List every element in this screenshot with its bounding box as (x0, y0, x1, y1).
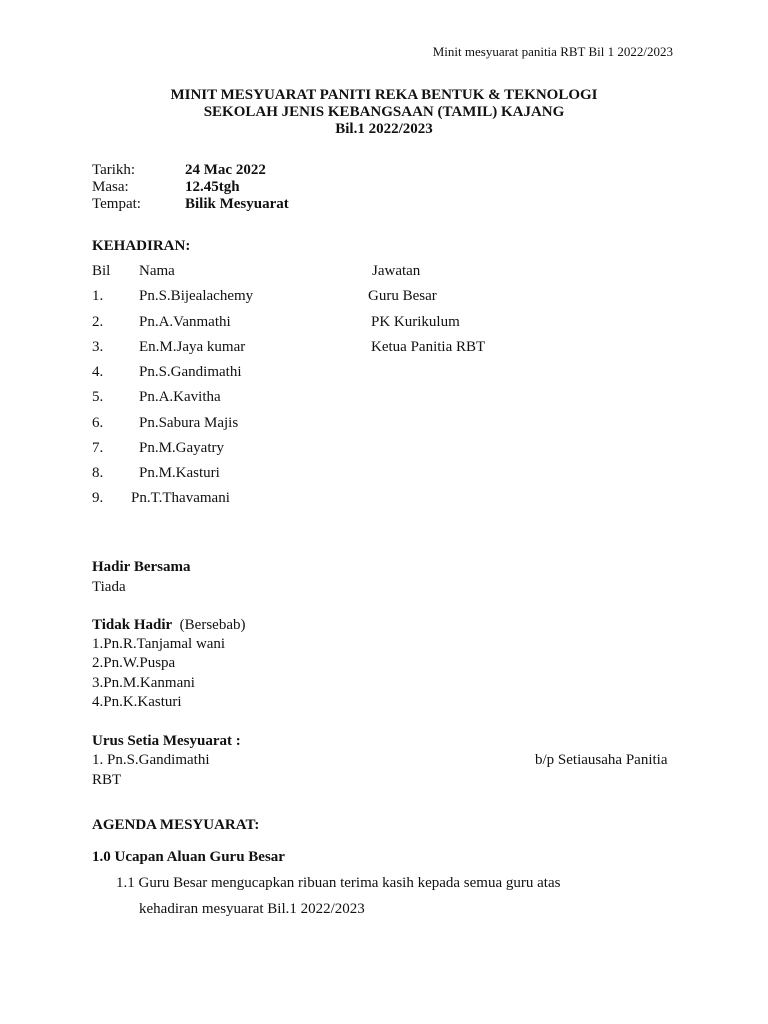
attendee-number: 7. (92, 440, 104, 456)
attendee-name: Pn.M.Gayatry (139, 440, 224, 456)
absent-note: (Bersebab) (179, 617, 246, 633)
secretariat-heading: Urus Setia Mesyuarat : (92, 733, 241, 749)
title-line-3: Bil.1 2022/2023 (335, 121, 433, 137)
absent-heading: Tidak Hadir (92, 617, 173, 633)
time-value: 12.45tgh (185, 179, 240, 195)
absent-item: 3.Pn.M.Kanmani (92, 675, 195, 691)
attendee-number: 2. (92, 314, 104, 330)
secretariat-role-cont: RBT (92, 772, 122, 788)
time-label: Masa: (92, 179, 129, 195)
agenda-heading: AGENDA MESYUARAT: (92, 817, 260, 833)
absent-heading-line (92, 617, 245, 634)
attendee-number: 8. (92, 465, 104, 481)
place-label: Tempat: (92, 196, 141, 212)
attendee-name: Pn.S.Bijealachemy (139, 288, 254, 304)
attendee-role: Guru Besar (368, 288, 437, 304)
secretariat-role: b/p Setiausaha Panitia (535, 752, 668, 768)
title-line-1: MINIT MESYUARAT PANITI REKA BENTUK & TEKNOLOGI (170, 87, 598, 103)
running-header: Minit mesyuarat panitia RBT Bil 1 2022/2023 (432, 44, 673, 59)
attendee-number: 3. (92, 339, 104, 355)
col-nama-header: Nama (139, 263, 175, 279)
attendee-name: Pn.T.Thavamani (131, 490, 230, 506)
col-bil-header: Bil (92, 263, 111, 279)
attendee-number: 6. (92, 415, 104, 431)
absent-item: 2.Pn.W.Puspa (92, 655, 176, 671)
attendee-role: Ketua Panitia RBT (371, 339, 486, 355)
attendee-name: Pn.A.Kavitha (139, 389, 221, 405)
date-value: 24 Mac 2022 (185, 162, 266, 178)
secretariat-name: 1. Pn.S.Gandimathi (92, 752, 210, 768)
attendee-number: 9. (92, 490, 104, 506)
attendee-number: 5. (92, 389, 104, 405)
present-with-heading: Hadir Bersama (92, 559, 191, 575)
attendee-number: 4. (92, 364, 104, 380)
absent-item: 1.Pn.R.Tanjamal wani (92, 636, 226, 652)
date-label: Tarikh: (92, 162, 136, 178)
title-line-2: SEKOLAH JENIS KEBANGSAAN (TAMIL) KAJANG (203, 104, 565, 120)
attendee-name: Pn.S.Gandimathi (139, 364, 242, 380)
attendance-heading: KEHADIRAN: (92, 238, 191, 254)
attendee-name: Pn.A.Vanmathi (139, 314, 231, 330)
agenda-item-text-cont: kehadiran mesyuarat Bil.1 2022/2023 (139, 901, 365, 917)
col-jawatan-header: Jawatan (372, 263, 421, 279)
attendee-name: Pn.Sabura Majis (139, 415, 239, 431)
attendee-name: Pn.M.Kasturi (139, 465, 220, 481)
place-value: Bilik Mesyuarat (185, 196, 289, 212)
attendee-name: En.M.Jaya kumar (139, 339, 246, 355)
agenda-item-title: 1.0 Ucapan Aluan Guru Besar (92, 849, 285, 865)
present-with-value: Tiada (92, 579, 126, 595)
agenda-item-text: 1.1 Guru Besar mengucapkan ribuan terima kasih kepada semua guru atas (116, 875, 561, 891)
attendee-number: 1. (92, 288, 104, 304)
absent-item: 4.Pn.K.Kasturi (92, 694, 182, 710)
attendee-role: PK Kurikulum (371, 314, 460, 330)
